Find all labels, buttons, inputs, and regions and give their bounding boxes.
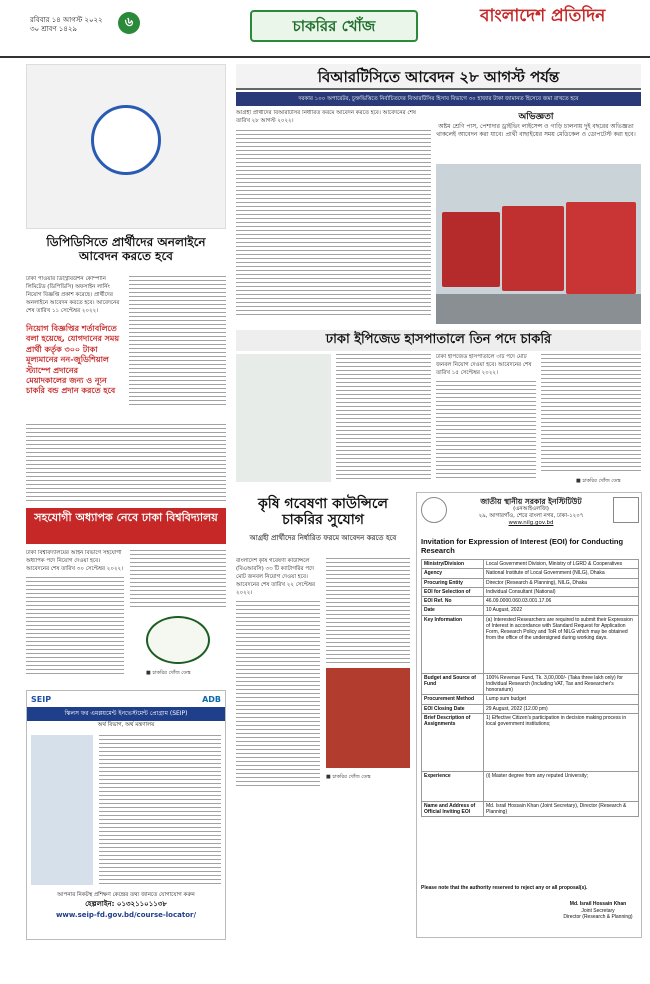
nilg-masthead — [451, 497, 611, 527]
nilg-ad — [416, 492, 642, 938]
nilg-table-key: Key Information — [422, 615, 484, 673]
nilg-table-row — [422, 587, 639, 596]
epz-col-2-lines — [436, 381, 536, 481]
du-body-right — [130, 550, 226, 610]
nilg-sign-title-2: Director (Research & Planning) — [563, 914, 633, 920]
nilg-table-key: Brief Description of Assignments — [422, 713, 484, 771]
biratc-banner-text: বিআরটিসিতে আবেদন ২৮ আগস্ট পর্যন্ত — [317, 68, 560, 86]
dpdc-body-bottom — [26, 424, 226, 502]
nilg-table-value: 29 August, 2022 (12.00 pm) — [484, 704, 639, 713]
biratc-experience-title: অভিজ্ঞতা — [518, 112, 554, 122]
biratc-bus-photo — [436, 164, 641, 324]
du-crest-image — [146, 616, 210, 664]
nilg-table-value: Md. Israil Hossain Khan (Joint Secretary), Director (Research & Planning) — [484, 801, 639, 817]
nilg-address: ২৯, আগারগাঁও, শেরে বাংলা নগর, ঢাকা-১২০৭ — [478, 513, 584, 520]
biratc-banner — [236, 64, 641, 90]
nilg-table-value: Lump sum budget — [484, 695, 639, 704]
seip-worker-image — [31, 735, 93, 885]
nilg-table-key: Name and Address of Official Inviting EOI — [422, 801, 484, 817]
krishi-headline: কৃষি গবেষণা কাউন্সিলে চাকরির সুযোগ — [258, 496, 388, 529]
seip-ad — [26, 690, 226, 940]
date-block — [30, 16, 103, 35]
epz-doctor-image — [236, 354, 331, 482]
nilg-table-key: Date — [422, 606, 484, 615]
nilg-table-value: National Institute of Local Government (NILG), Dhaka — [484, 569, 639, 578]
seip-title: স্কিলস ফর এমপ্লয়মেন্ট ইনভেস্টমেন্ট প্রোগ্রাম (SEIP) — [27, 707, 225, 721]
nilg-table-row — [422, 713, 639, 771]
seip-course-locator-link[interactable]: www.seip-fd.gov.bd/course-locator/ — [55, 910, 197, 919]
nilg-table-row — [422, 771, 639, 801]
du-body-lines — [26, 577, 124, 677]
nilg-table-row — [422, 560, 639, 569]
nilg-table-row — [422, 704, 639, 713]
nilg-table-row — [422, 606, 639, 615]
nilg-table-row — [422, 673, 639, 695]
biratc-sub-banner: দরকার ১০০ অপারেটর, চুক্তভিত্তিতে নির্বাচিতদের বিআরটিসির হিসাব বিভাগে ৩০ হাজার টাকা জামানত হিসেবে জমা রাখতে হবে — [236, 92, 641, 106]
nilg-eoi-table — [421, 559, 639, 817]
nilg-table-row — [422, 801, 639, 817]
dpdc-article — [26, 64, 226, 504]
nilg-table-key: Procurement Method — [422, 695, 484, 704]
nilg-title: Invitation for Expression of Interest (EOI) for Conducting Research — [421, 537, 624, 555]
nilg-table-key: Budget and Source of Fund — [422, 673, 484, 695]
nilg-note: Please note that the authority reserved to reject any or all proposal(s). — [421, 885, 588, 891]
krishi-col-2 — [326, 558, 410, 663]
epz-col-2 — [436, 354, 536, 482]
biratc-article — [236, 64, 641, 326]
du-headline-box — [26, 508, 226, 544]
epz-col-3 — [541, 354, 641, 474]
seip-helpline: হেল্পলাইন: ০১৩২১১০১১৩৮ — [85, 900, 167, 909]
nilg-table-row — [422, 569, 639, 578]
page-number: ৬ — [118, 12, 140, 34]
epz-col-1 — [336, 354, 431, 482]
nilg-table-value: Individual Consultant (National) — [484, 587, 639, 596]
nilg-table-row — [422, 695, 639, 704]
seip-footer — [27, 891, 225, 920]
nilg-table-value: (a) Interested Researchers are required to submit their Expression of Interest in accordance with Standard Request for Application Form, Research Policy and ToR of NILG which may be obtained from the office of the undersigned during working days. — [484, 615, 639, 673]
dpdc-body-continued — [129, 276, 226, 406]
du-headline: সহযোগী অধ্যাপক নেবে ঢাকা বিশ্ববিদ্যালয় — [34, 511, 218, 524]
nilg-org-abbr: (এনআইএলজি) — [513, 506, 549, 513]
seip-label: SEIP — [31, 695, 52, 704]
nilg-table-value: 100% Revenue Fund, Tk. 3,00,000/- (Taka three lakh only) for Individual Research (Including VAT, Tax and Researcher's honorarium) — [484, 673, 639, 695]
nilg-table-value: 1) Effective Citizen's participation in decision making process in local government institutions; — [484, 713, 639, 771]
seip-sub: অর্থ বিভাগ, অর্থ মন্ত্রণালয় — [97, 722, 155, 728]
nilg-table-key: Ministry/Division — [422, 560, 484, 569]
nilg-sign-title-1: Joint Secretary — [581, 907, 615, 914]
epz-article — [236, 330, 641, 488]
dpdc-body: ঢাকা পাওয়ার ডিস্ট্রিবিউশন কোম্পানি লিমিটেড (ডিপিডিসি) অফসাইন লার্নিং নিয়োগ বিজ্ঞপ্তি প্রকাশ করেছে। প্রার্থীদের অনলাইনে আবেদন করতে হবে। আবেদনের শেষ তারিখ ১১ সেপ্টেম্বর ২০২২। — [26, 276, 120, 314]
epz-headline: ঢাকা ইপিজেড হাসপাতালে তিন পদে চাকরি — [236, 330, 641, 351]
krishi-byline: ■ চাকরির খোঁজ ডেস্ক — [326, 774, 371, 780]
nilg-table-value: (i) Master degree from any reputed University; — [484, 771, 639, 801]
biratc-body-text: আগ্রহী প্রার্থীদের বিআরটিসির নির্ধারিত ফরমে আবেদন করতে হবে। আবেদনের শেষ তারিখ ২৮ আগস্ট ২০২২। — [236, 110, 416, 124]
biratc-experience-text: অষ্টম শ্রেণি পাস, পেশাদার ড্রাইভিং লাইসেন্স ও গাড়ি চালনায় দুই বছরের অভিজ্ঞতা থাকলেই আবেদন করা যাবে। প্রার্থী বাছাইয়ের সময় মেডিকেল ও ডোপটেস্ট করা হবে। — [436, 123, 636, 139]
krishi-col-1-lines — [236, 601, 320, 788]
nilg-logo — [421, 497, 447, 523]
section-title: চাকরির খোঁজ — [250, 10, 418, 42]
nilg-signature — [557, 901, 639, 921]
nilg-org-bn: জাতীয় স্থানীয় সরকার ইনস্টিটিউট — [480, 497, 582, 506]
krishi-building-photo — [326, 668, 410, 768]
newspaper-logo: বাংলাদেশ প্রতিদিন — [480, 6, 606, 26]
biratc-body — [236, 110, 431, 320]
krishi-body: বাংলাদেশ কৃষি গবেষণা কাউন্সিলে (বিএআরসি) ৩৩ টি ক্যাটাগরির পদে মোট জনবল নিয়োগ দেওয়া হবে। আবেদনের শেষ তারিখ ২২ সেপ্টেম্বর ২০২২। — [236, 558, 316, 596]
biratc-experience-box — [436, 112, 636, 162]
nilg-table-key: EOI Closing Date — [422, 704, 484, 713]
dpdc-logo-image — [26, 64, 226, 229]
du-byline: ■ চাকরির খোঁজ ডেস্ক — [146, 670, 191, 676]
seip-footer-line-1: আপনার নিকটস্থ প্রশিক্ষণ কেন্দ্রের তথ্য জানতে যোগাযোগ করুন — [57, 892, 195, 898]
page-header — [0, 0, 650, 58]
dpdc-sub-headline: নিয়োগ বিজ্ঞপ্তির শর্তাবলিতে বলা হয়েছে, যোগদানের সময় প্রার্থী কর্তৃক ৩০০ টাকা মূল্যমানের নন-জুডিশিয়াল স্ট্যাম্পে প্রদানের মেয়াদকালের জন্য ও ন্যূন চাকরি বন্ড প্রদান করতে হবে — [26, 324, 120, 396]
du-body-left — [26, 550, 124, 680]
nilg-table-row — [422, 578, 639, 587]
krishi-article — [236, 492, 410, 792]
nilg-table-value: Local Government Division, Ministry of LGRD & Cooperatives — [484, 560, 639, 569]
du-body: ঢাকা বিশ্ববিদ্যালয়ের আইন বিভাগে সহযোগী অধ্যাপক পদে নিয়োগ দেওয়া হবে। আবেদনের শেষ তারিখ ৩০ সেপ্টেম্বর ২০২২। — [26, 550, 124, 572]
nilg-sign-name: Md. Israil Hossain Khan — [569, 901, 627, 907]
epz-byline: ■ চাকরির খোঁজ ডেস্ক — [576, 478, 621, 484]
nilg-table-key: Procuring Entity — [422, 578, 484, 587]
nilg-table-key: Experience — [422, 771, 484, 801]
krishi-col-1 — [236, 558, 320, 788]
krishi-sub-headline: আগ্রহী প্রার্থীদের নির্ধারিত ফরমে আবেদন করতে হবে — [249, 534, 397, 542]
date-line-1: রবিবার ১৪ আগস্ট ২০২২ — [30, 16, 103, 24]
nilg-website-link[interactable]: www.nilg.gov.bd — [508, 520, 554, 527]
nilg-table-value: Director (Research & Planning), NILG, Dhaka — [484, 578, 639, 587]
nilg-table-value: 10 August, 2022 — [484, 606, 639, 615]
nilg-table-key: EOI Ref. No — [422, 597, 484, 606]
dpdc-headline: ডিপিডিসিতে প্রার্থীদের অনলাইনে আবেদন করতে হবে — [46, 235, 206, 263]
nilg-table-row — [422, 615, 639, 673]
du-article — [26, 508, 226, 683]
nilg-table-key: Agency — [422, 569, 484, 578]
nilg-table-row — [422, 597, 639, 606]
epz-body: ঢাকা ইপিজেড হাসপাতালে ৩টি পদে মোট জনবল নিয়োগ দেওয়া হবে। আবেদনের শেষ তারিখ ১৫ সেপ্টেম্বর ২০২২। — [436, 354, 532, 376]
seip-list — [99, 735, 221, 885]
nilg-table-value: 46.09.0000.060.03.001.17.06 — [484, 597, 639, 606]
biratc-body-lines — [236, 130, 431, 315]
adb-label: ADB — [202, 695, 221, 704]
nilg-table-key: EOI for Selection of — [422, 587, 484, 596]
date-line-2: ৩০ শ্রাবণ ১৪২৯ — [30, 25, 77, 34]
nilg-photo — [613, 497, 639, 523]
